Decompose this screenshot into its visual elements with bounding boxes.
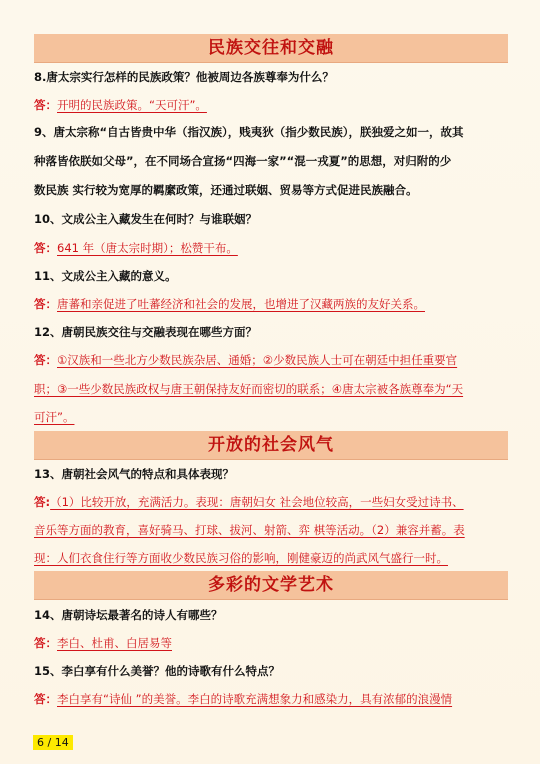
question-10: 10、文成公主入藏发生在何时？与谁联姻？: [34, 212, 258, 226]
answer-label: 答：: [34, 353, 57, 367]
answer-12-line-3: 可汗”。: [34, 410, 75, 424]
answer-12-line-1: [34, 352, 508, 368]
answer-11-text: 唐蕃和亲促进了吐蕃经济和社会的发展，也增进了汉藏两族的友好关系。: [57, 297, 425, 311]
question-9-line-1: 9、唐太宗称“自古皆贵中华（指汉族），贱夷狄（指少数民族），朕独爱之如一，故其: [34, 125, 464, 139]
question-9-line-3: 数民族 实行较为宽厚的羁縻政策，还通过联姻、贸易等方式促进民族融合。: [34, 183, 418, 197]
answer-label: 答：: [34, 297, 57, 311]
question-13: 13、唐朝社会风气的特点和具体表现？: [34, 467, 235, 481]
answer-13-line-1: [34, 494, 508, 510]
question-11: 11、文成公主入藏的意义。: [34, 269, 177, 283]
question-12: 12、唐朝民族交往与交融表现在哪些方面？: [34, 325, 258, 339]
answer-10-text: 641 年（唐太宗时期）；松赞干布。: [57, 241, 238, 255]
answer-8: [34, 97, 508, 113]
answer-label: 答：: [34, 692, 57, 706]
section-header-open-social-atmosphere: 开放的社会风气: [34, 431, 508, 460]
answer-label: 答：: [34, 98, 57, 112]
question-14: 14、唐朝诗坛最著名的诗人有哪些？: [34, 608, 223, 622]
question-9-line-2: 种落皆依朕如父母”，在不同场合宣扬“四海一家”“混一戎夏”的思想，对归附的少: [34, 154, 452, 168]
answer-15: [34, 691, 508, 707]
answer-12-text-1: ①汉族和一些北方少数民族杂居、通婚；②少数民族人士可在朝廷中担任重要官: [57, 353, 458, 367]
answer-14: [34, 635, 508, 651]
answer-label: 答：: [34, 636, 57, 650]
page-number-badge: 6 / 14: [33, 735, 73, 750]
answer-13-line-2: 音乐等方面的教育，喜好骑马、打球、拔河、射箭、弈 棋等活动。（2）兼容并蓄。表: [34, 523, 465, 537]
answer-11: [34, 296, 508, 312]
answer-10: [34, 240, 508, 256]
answer-15-text: 李白享有“诗仙 ”的美誉。李白的诗歌充满想象力和感染力，具有浓郁的浪漫情: [57, 692, 453, 706]
answer-14-text: 李白、杜甫、白居易等: [57, 636, 172, 650]
answer-8-text: 开明的民族政策。“天可汗”。: [57, 98, 207, 112]
answer-12-line-2: 职；③一些少数民族政权与唐王朝保持友好而密切的联系；④唐太宗被各族尊奉为“天: [34, 382, 464, 396]
question-15: 15、李白享有什么美誉？他的诗歌有什么特点？: [34, 664, 281, 678]
answer-13-text-1: （1）比较开放，充满活力。表现：唐朝妇女 社会地位较高，一些妇女受过诗书、: [50, 495, 464, 509]
section-header-literature-art: 多彩的文学艺术: [34, 571, 508, 600]
section-header-ethnic-exchange: 民族交往和交融: [34, 34, 508, 63]
question-8: 8.唐太宗实行怎样的民族政策？他被周边各族尊奉为什么？: [34, 70, 334, 84]
answer-label: 答:: [34, 495, 51, 509]
answer-label: 答：: [34, 241, 57, 255]
answer-13-line-3: 现：人们衣食住行等方面收少数民族习俗的影响，刚健豪迈的尚武风气盛行一时。: [34, 551, 448, 565]
